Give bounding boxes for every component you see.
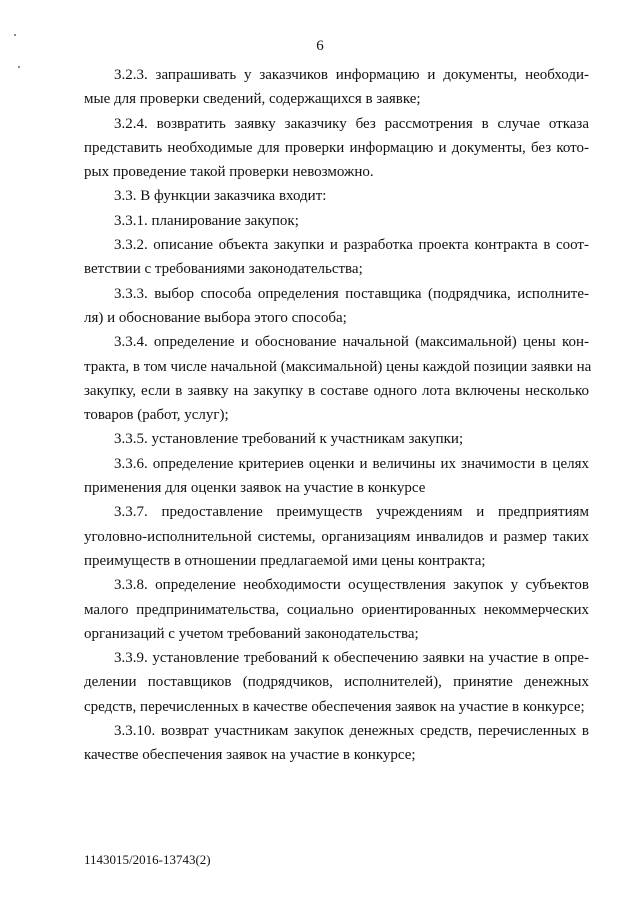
text-line: 3.3.10. возврат участникам закупок денежных средств, перечисленных в: [114, 723, 589, 740]
text-line: 3.3.3. выбор способа определения поставщика (подрядчика, исполните-: [114, 285, 589, 302]
text-line: преимуществ в отношении предлагаемой ими цены контракта;: [84, 552, 486, 569]
text-line: уголовно-исполнительной системы, организациям инвалидов и размер таких: [84, 528, 589, 545]
paragraph: [84, 282, 589, 331]
text-line: ветствии с требованиями законодательства;: [84, 261, 363, 278]
text-line: 3.3.6. определение критериев оценки и величины их значимости в целях: [114, 455, 589, 472]
text-line: применения для оценки заявок на участие в конкурсе: [84, 480, 426, 497]
document-body: [84, 63, 592, 768]
paragraph: [84, 719, 589, 768]
paragraph: [84, 573, 589, 646]
text-line: средств, перечисленных в качестве обеспечения заявок на участие в конкурсе;: [84, 698, 585, 715]
text-line: 3.2.4. возвратить заявку заказчику без рассмотрения в случае отказа: [114, 115, 589, 132]
text-line: 3.3.2. описание объекта закупки и разработка проекта контракта в соот-: [114, 237, 589, 254]
text-line: 3.2.3. запрашивать у заказчиков информацию и документы, необходи-: [114, 67, 589, 83]
text-line: мые для проверки сведений, содержащихся в заявке;: [84, 91, 421, 108]
paragraph: [84, 500, 589, 573]
page-number: 6: [316, 38, 324, 54]
paragraph: [84, 112, 589, 185]
text-line: рых проведение такой проверки невозможно.: [84, 164, 374, 181]
text-line: 3.3.4. определение и обоснование начальной (максимальной) цены кон-: [114, 334, 589, 351]
text-line: малого предпринимательства, социально ориентированных некоммерческих: [84, 601, 589, 618]
scan-speck: [18, 66, 20, 68]
text-line: закупку, если в заявку на закупку в составе одного лота включены несколько: [84, 382, 589, 399]
text-line: 3.3.1. планирование закупок;: [114, 212, 299, 229]
text-line: товаров (работ, услуг);: [84, 407, 229, 424]
paragraph: [84, 427, 589, 451]
paragraph: [84, 233, 589, 282]
document-code: 1143015/2016-13743(2): [84, 852, 211, 867]
text-line: 3.3.7. предоставление преимуществ учреждениям и предприятиям: [114, 504, 589, 521]
paragraph: [84, 63, 589, 112]
text-line: делении поставщиков (подрядчиков, исполнителей), принятие денежных: [84, 674, 589, 691]
text-line: представить необходимые для проверки информацию и документы, без кото-: [84, 139, 589, 156]
text-line: тракта, в том числе начальной (максимальной) цены каждой позиции заявки на: [84, 358, 592, 375]
text-line: организаций с учетом требований законодательства;: [84, 625, 419, 642]
text-line: 3.3.9. установление требований к обеспечению заявки на участие в опре-: [114, 650, 589, 667]
paragraph: [84, 209, 589, 233]
text-line: 3.3.5. установление требований к участникам закупки;: [114, 431, 464, 448]
text-line: 3.3. В функции заказчика входит:: [114, 188, 327, 205]
text-line: 3.3.8. определение необходимости осуществления закупок у субъектов: [114, 577, 589, 594]
paragraph: [84, 330, 592, 427]
text-line: ля) и обоснование выбора этого способа;: [84, 309, 347, 326]
text-line: качестве обеспечения заявок на участие в конкурсе;: [84, 747, 416, 764]
paragraph: [84, 184, 589, 208]
scan-speck: [14, 34, 16, 36]
paragraph: [84, 452, 589, 501]
paragraph: [84, 646, 589, 719]
